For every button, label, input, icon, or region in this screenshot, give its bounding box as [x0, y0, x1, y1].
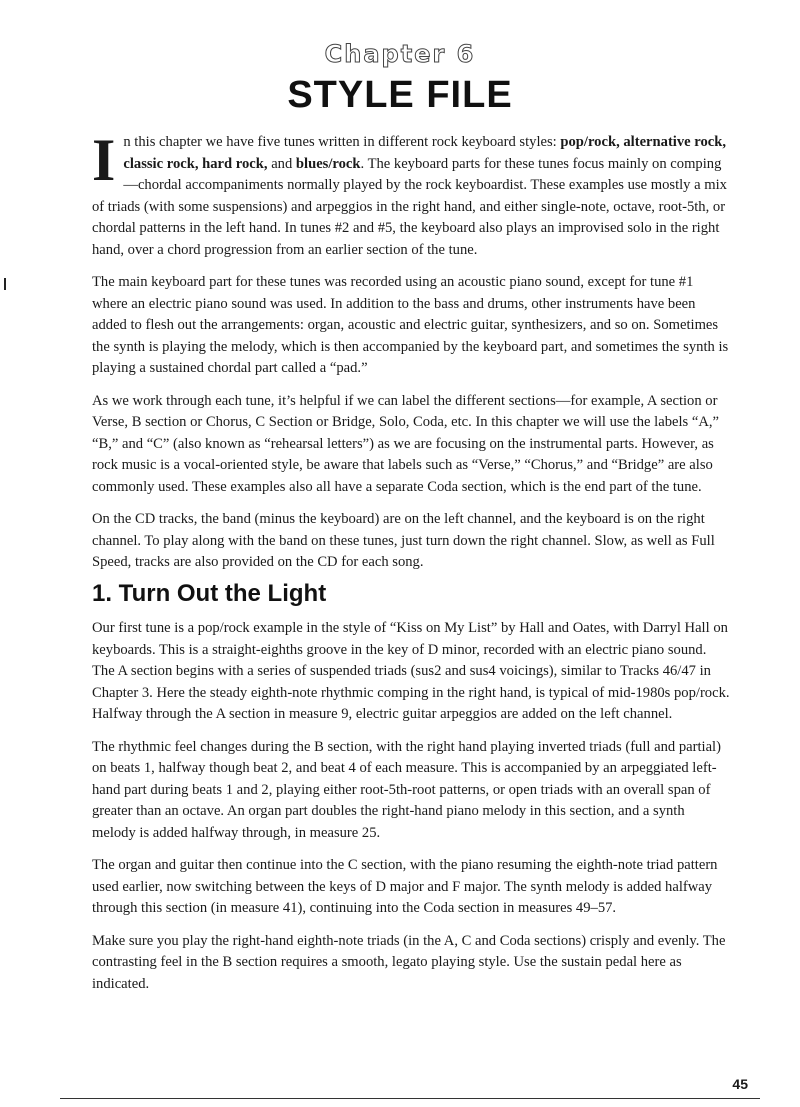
intro-text [92, 127, 730, 585]
intro-paragraph-1 [92, 127, 730, 261]
footer-rule [60, 1098, 760, 1099]
intro-p1-run: . The keyboard parts for these tunes focus mainly on comping—chordal accompaniments normally played by the rock keyboardist. These examples use mostly a mix of triads (with some suspensions) and arpeggios in the right hand, and either single-note, octave, root-5th, or chordal patterns in the left hand. In tunes #2 and #5, the keyboard also plays an improvised solo in the right hand, over a chord progression from an earlier section of the tune. [92, 155, 727, 258]
section-paragraph-4: Make sure you play the right-hand eighth-note triads (in the A, C and Coda sections) crisply and evenly. The contrasting feel in the B section requires a smooth, legato playing style. Use the sustain pedal here as indicated. [92, 932, 726, 992]
section-heading: 1. Turn Out the Light [92, 580, 327, 607]
intro-p1-run-bold: pop/rock, alternative rock, classic rock, hard rock, [123, 134, 727, 172]
drop-cap: I [92, 127, 116, 193]
intro-paragraph-4: On the CD tracks, the band (minus the keyboard) are on the left channel, and the keyboard is on the right channel. To play along with the band on these tunes, just turn down the right channel. Slow, as well as Full Speed, tracks are also provided on the CD for each song. [92, 511, 715, 570]
edge-mark [4, 278, 6, 290]
intro-paragraph-2: The main keyboard part for these tunes was recorded using an acoustic piano sound, except for tune #1 where an electric piano sound was used. In addition to the bass and drums, other instruments have been added to flesh out the arrangements: organ, acoustic and electric guitar, synthesizers, and so on. Sometimes the synth is playing the melody, which is then accompanied by the keyboard part, and sometimes the synth is playing a sustained chordal part called a “pad.” [92, 274, 729, 376]
intro-paragraph-3: As we work through each tune, it’s helpful if we can label the different sections—for example, A section or Verse, B section or Chorus, C Section or Bridge, Solo, Coda, etc. In this chapter we will use the labels “A,” “B,” and “C” (also known as “rehearsal letters”) as we are focusing on the instrumental parts. However, as rock music is a vocal-oriented style, be aware that labels such as “Verse,” “Chorus,” and “Bridge” are also commonly used. These examples also all have a separate Coda section, which is the end part of the tune. [92, 392, 719, 495]
section-paragraph-1: Our first tune is a pop/rock example in the style of “Kiss on My List” by Hall and Oates, with Darryl Hall on keyboards. This is a straight-eighths groove in the key of D minor, recorded with an electric piano sound. The A section begins with a series of suspended triads (sus2 and sus4 voicings), similar to Tracks 46/47 in Chapter 3. Here the steady eighth-note rhythmic comping in the right hand, is typical of mid-1980s pop/rock. Halfway through the A section in measure 9, electric guitar arpeggios are added on the left channel. [92, 620, 730, 722]
page-number: 45 [732, 1076, 748, 1092]
section-paragraph-3: The organ and guitar then continue into the C section, with the piano resuming the eighth-note triad pattern used earlier, now switching between the keys of D major and F major. The synth melody is added halfway through this section (in measure 41), continuing into the Coda section in measures 49–57. [92, 857, 718, 916]
chapter-title: STYLE FILE [287, 74, 513, 116]
intro-p1-run: and [267, 155, 296, 172]
section-text [92, 618, 730, 1006]
intro-p1-run-bold: blues/rock [295, 155, 361, 172]
section-paragraph-2: The rhythmic feel changes during the B section, with the right hand playing inverted triads (full and partial) on beats 1, halfway though beat 2, and beat 4 of each measure. This is accompanied by an arpeggiated left-hand part during beats 1 and 2, playing either root-5th-root patterns, or open triads with an overall span of greater than an octave. An organ part doubles the right-hand piano melody in this section, and a synth melody is added halfway through, in measure 25. [92, 738, 721, 841]
chapter-label: Chapter 6 [324, 40, 476, 68]
intro-p1-run: n this chapter we have five tunes written in different rock keyboard styles: [123, 134, 561, 150]
